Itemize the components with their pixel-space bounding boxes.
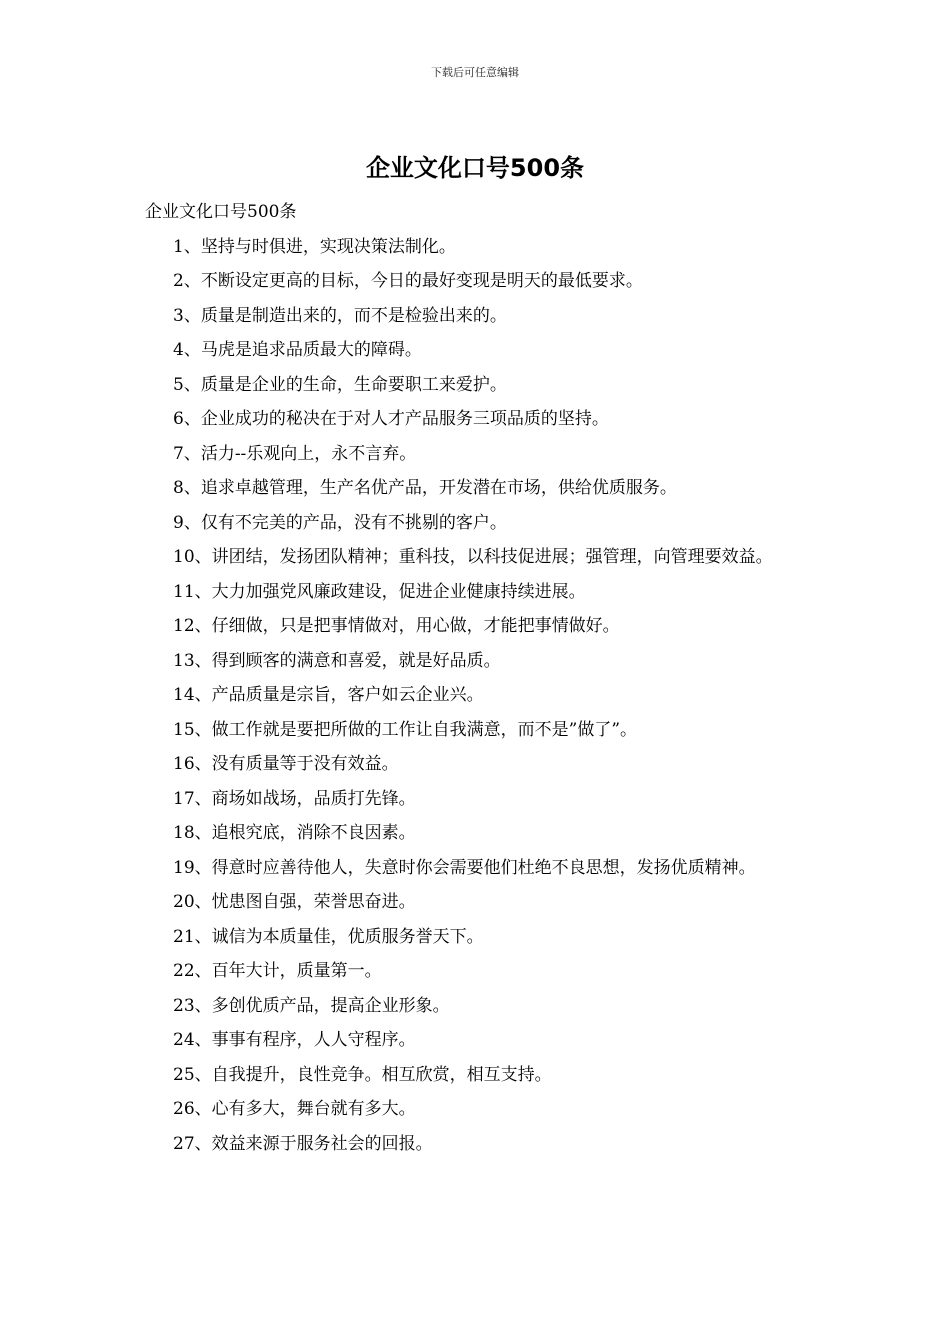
slogan-item: 25、自我提升，良性竞争。相互欣赏，相互支持。 <box>173 1064 552 1085</box>
slogan-item: 24、事事有程序，人人守程序。 <box>173 1030 416 1050</box>
slogan-item: 1、坚持与时俱进，实现决策法制化。 <box>173 236 456 257</box>
slogan-item: 18、追根究底，消除不良因素。 <box>173 823 416 843</box>
slogan-item: 12、仔细做，只是把事情做对，用心做，才能把事情做好。 <box>173 616 620 636</box>
slogan-item: 8、追求卓越管理，生产名优产品，开发潜在市场，供给优质服务。 <box>173 478 677 498</box>
slogan-item: 21、诚信为本质量佳，优质服务誉天下。 <box>173 926 484 947</box>
slogan-item: 20、忧患图自强，荣誉思奋进。 <box>173 892 416 912</box>
slogan-item: 19、得意时应善待他人，失意时你会需要他们杜绝不良思想，发扬优质精神。 <box>173 857 756 878</box>
slogan-item: 10、讲团结，发扬团队精神；重科技，以科技促进展；强管理，向管理要效益。 <box>173 547 773 567</box>
slogan-item: 5、质量是企业的生命，生命要职工来爱护。 <box>173 374 507 395</box>
slogan-item: 27、效益来源于服务社会的回报。 <box>173 1133 433 1154</box>
slogan-item: 16、没有质量等于没有效益。 <box>173 754 399 774</box>
slogan-item: 23、多创优质产品，提高企业形象。 <box>173 995 450 1016</box>
document-body <box>145 195 815 1161</box>
slogan-item: 13、得到顾客的满意和喜爱，就是好品质。 <box>173 650 501 671</box>
slogan-item: 4、马虎是追求品质最大的障碍。 <box>173 340 422 360</box>
slogan-item: 17、商场如战场，品质打先锋。 <box>173 788 416 809</box>
header-note: 下载后可任意编辑 <box>431 66 519 79</box>
slogan-item: 3、质量是制造出来的，而不是检验出来的。 <box>173 305 507 326</box>
slogan-item: 11、大力加强党风廉政建设，促进企业健康持续进展。 <box>173 581 586 602</box>
slogan-item: 9、仅有不完美的产品，没有不挑剔的客户。 <box>173 512 507 533</box>
document-subtitle: 企业文化口号500条 <box>145 202 297 222</box>
slogan-item: 15、做工作就是要把所做的工作让自我满意，而不是”做了”。 <box>173 719 638 740</box>
document-title: 企业文化口号500条 <box>365 154 585 182</box>
slogan-item: 6、企业成功的秘决在于对人才产品服务三项品质的坚持。 <box>173 409 609 429</box>
slogan-item: 22、百年大计，质量第一。 <box>173 961 382 981</box>
slogan-item: 7、活力--乐观向上，永不言弃。 <box>173 443 417 464</box>
slogan-item: 14、产品质量是宗旨，客户如云企业兴。 <box>173 685 484 705</box>
slogan-list <box>145 230 815 1162</box>
slogan-item: 26、心有多大，舞台就有多大。 <box>173 1099 416 1119</box>
slogan-item: 2、不断设定更高的目标，今日的最好变现是明天的最低要求。 <box>173 271 643 291</box>
